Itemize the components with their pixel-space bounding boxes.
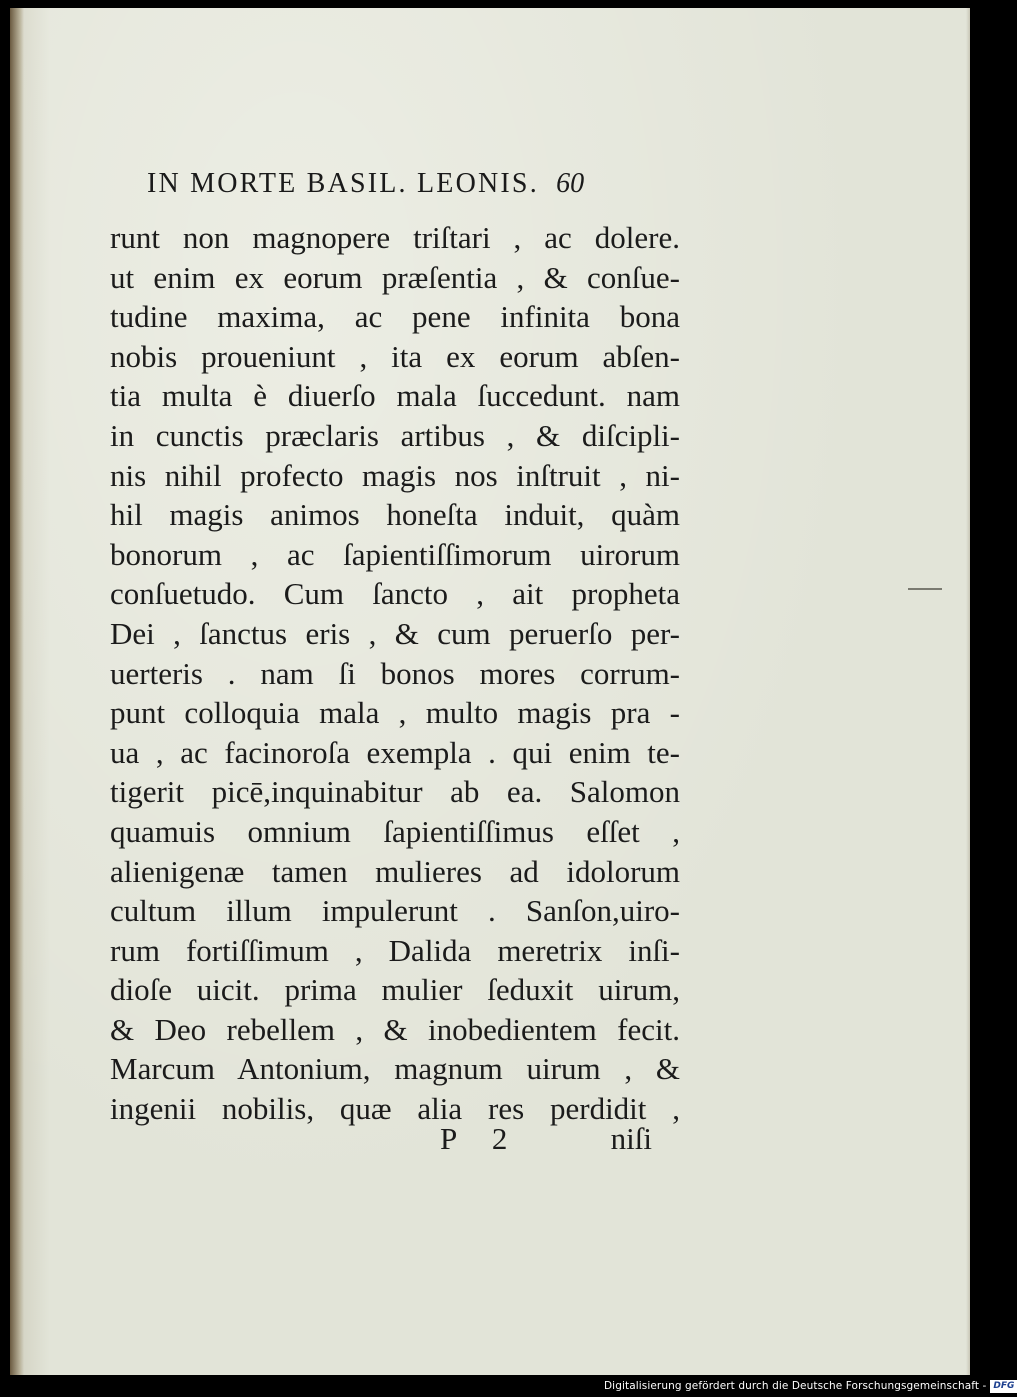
text-line: alienigenæ tamen mulieres ad idolorum: [110, 853, 680, 889]
text-line: dioſe uicit. prima mulier ſeduxit uirum,: [110, 972, 680, 1008]
text-line: rum fortiſſimum , Dalida meretrix inſi-: [110, 932, 680, 968]
running-head: [147, 168, 672, 200]
text-line: ua , ac facinoroſa exempla . qui enim te-: [110, 734, 680, 770]
text-line: bonorum , ac ſapientiſſimorum uirorum: [110, 536, 680, 572]
text-line: ut enim ex eorum præſentia , & conſue-: [110, 259, 680, 295]
text-line: Marcum Antonium, magnum uirum , &: [110, 1051, 680, 1087]
book-page: [10, 8, 970, 1375]
signature-mark: P 2: [440, 1121, 522, 1156]
text-line: ingenii nobilis, quæ alia res perdidit ,: [110, 1091, 680, 1127]
catchword: niſi: [610, 1121, 652, 1156]
text-line: & Deo rebellem , & inobedientem fecit.: [110, 1011, 680, 1047]
page-edge: [966, 8, 970, 1375]
dfg-logo: DFG: [990, 1380, 1017, 1393]
text-line: conſuetudo. Cum ſancto , ait propheta: [110, 576, 680, 612]
text-line: quamuis omnium ſapientiſſimus eſſet ,: [110, 813, 680, 849]
page-spine-shadow: [10, 8, 24, 1375]
signature-line: [440, 1121, 652, 1157]
text-line: nis nihil profecto magis nos inſtruit , ni-: [110, 457, 680, 493]
folio-number: 60: [556, 168, 585, 199]
text-line: tigerit picē,inquinabitur ab ea. Salomon: [110, 774, 680, 810]
text-line: nobis proueniunt , ita ex eorum abſen-: [110, 338, 680, 374]
footer-credit: Digitalisierung gefördert durch die Deutsche Forschungsgemeinschaft -: [604, 1380, 987, 1392]
text-line: tia multa è diuerſo mala ſuccedunt. nam: [110, 378, 680, 414]
text-line: Dei , ſanctus eris , & cum peruerſo per-: [110, 615, 680, 651]
digitization-footer: [604, 1378, 1017, 1394]
margin-mark: [908, 588, 942, 590]
text-line: hil magis animos honeſta induit, quàm: [110, 497, 680, 533]
text-block: [110, 218, 680, 1129]
text-line: runt non magnopere triſtari , ac dolere.: [110, 220, 680, 255]
text-line: punt colloquia mala , multo magis pra -: [110, 695, 680, 731]
running-head-title: IN MORTE BASIL. LEONIS.: [147, 168, 539, 199]
text-line: in cunctis præclaris artibus , & diſcipli-: [110, 417, 680, 453]
text-line: uerteris . nam ſi bonos mores corrum-: [110, 655, 680, 691]
text-line: cultum illum impulerunt . Sanſon,uiro-: [110, 893, 680, 929]
text-line: tudine maxima, ac pene infinita bona: [110, 299, 680, 335]
